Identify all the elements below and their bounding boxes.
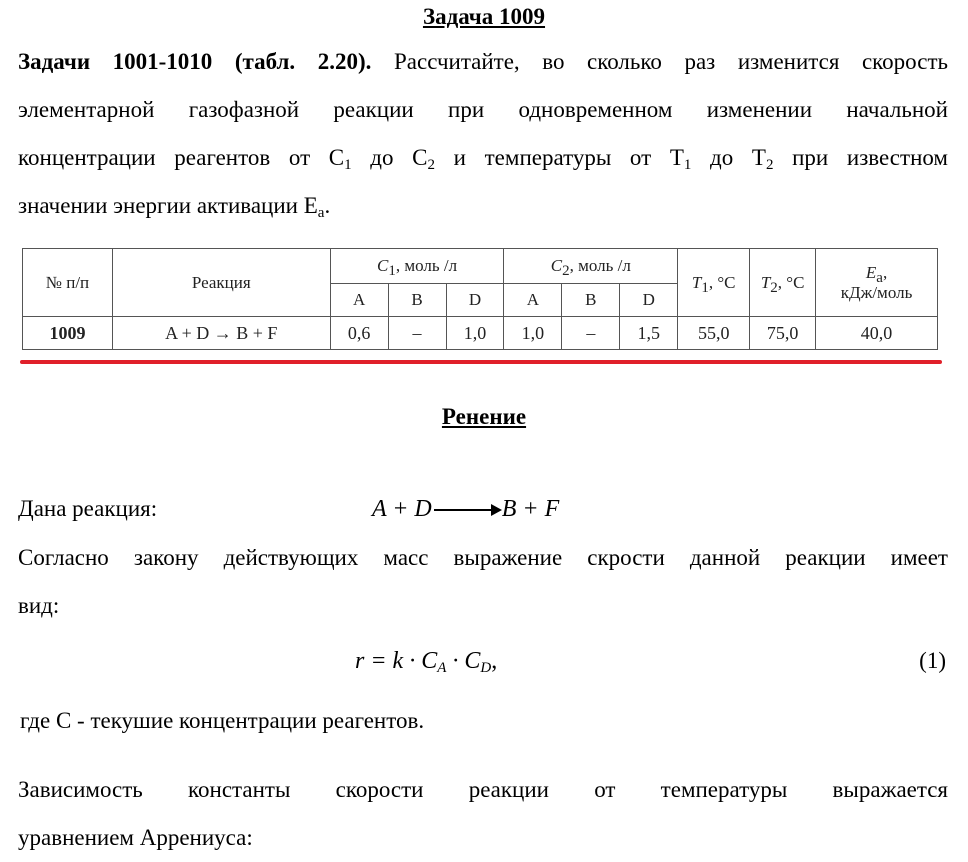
- cell-num: 1009: [23, 317, 113, 350]
- cell-ea: 40,0: [816, 317, 938, 350]
- reaction-equation: A + D B + F: [372, 496, 560, 522]
- cell-c2-a: 1,0: [504, 317, 562, 350]
- subheader-c1-d: D: [446, 284, 504, 317]
- header-c1: $C_1$, моль /л: [330, 249, 504, 284]
- solution-title: Ренение: [441, 404, 527, 429]
- subheader-c1-a: A: [330, 284, 388, 317]
- header-t1: $T_1$, °C: [678, 249, 750, 317]
- problem-title: Задача 1009: [422, 4, 546, 29]
- equation-number: (1): [919, 648, 946, 673]
- cell-reaction: A + D → B + F: [112, 317, 330, 350]
- header-ea: $E_a$, кДж/моль: [816, 249, 938, 317]
- mass-action-text: Согласно закону действующих масс выражение скрости данной реакции имеет вид:: [18, 545, 948, 618]
- subheader-c2-b: B: [562, 284, 620, 317]
- data-table: [22, 248, 938, 350]
- cell-t1: 55,0: [678, 317, 750, 350]
- cell-c1-a: 0,6: [330, 317, 388, 350]
- statement-line-3: концентрации реагентов от $C_1$ до $C_2$ и температуры от $T_1$ до $T_2$ при известном: [18, 145, 948, 173]
- statement-line-2: элементарной газофазной реакции при одновременном изменении начальной: [18, 97, 948, 122]
- header-t2: $T_2$, °C: [750, 249, 816, 317]
- cell-c2-b: –: [562, 317, 620, 350]
- cell-c2-d: 1,5: [620, 317, 678, 350]
- statement-line-4: значении энергии активации $E_a$.: [18, 193, 331, 221]
- cell-t2: 75,0: [750, 317, 816, 350]
- where-note: где С - текушие концентрации реагентов.: [20, 708, 425, 733]
- header-num: № п/п: [23, 249, 113, 317]
- subheader-c1-b: B: [388, 284, 446, 317]
- red-underline: [20, 360, 942, 364]
- cell-c1-b: –: [388, 317, 446, 350]
- arrow-icon: [434, 509, 500, 511]
- given-label: Дана реакция:: [18, 496, 158, 521]
- statement-lead: Задачи 1001-1010 (табл. 2.20).: [18, 49, 372, 74]
- problem-statement: Задачи 1001-1010 (табл. 2.20). Рассчитайте, во сколько раз изменится скорость элементарной газофазной реакции при одновременном изменении начальной концентрации реагентов от $C_1$ до $C_2$ и температуры от $T_1$ до $T_2$ при известном значении энергии активации $E_a$.: [18, 38, 948, 230]
- arrhenius-text: Зависимость константы скорости реакции от температуры выражается уравнением Аррениуса:: [18, 777, 948, 850]
- cell-c1-d: 1,0: [446, 317, 504, 350]
- rate-equation: $r = k \cdot C_A \cdot C_D$,: [355, 648, 498, 676]
- subheader-c2-a: A: [504, 284, 562, 317]
- table-row: [23, 317, 938, 350]
- header-reaction: Реакция: [112, 249, 330, 317]
- subheader-c2-d: D: [620, 284, 678, 317]
- header-c2: $C_2$, моль /л: [504, 249, 678, 284]
- data-table-container: [22, 248, 940, 350]
